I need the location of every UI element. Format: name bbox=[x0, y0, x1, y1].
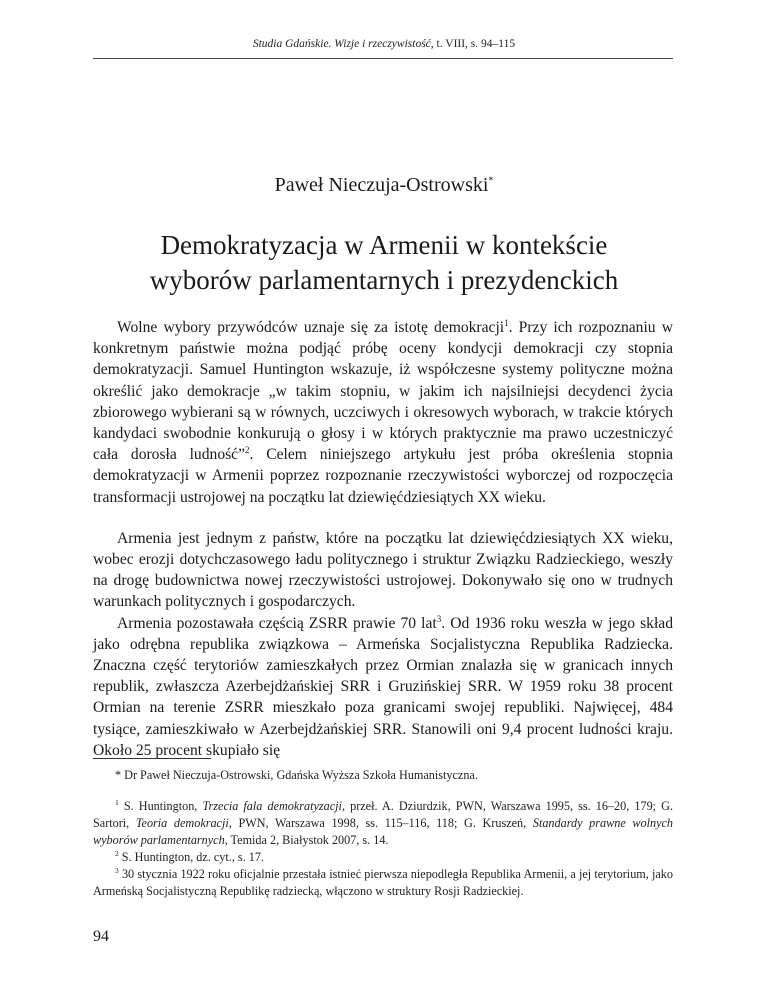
footnote-1-text-c: , PWN, Warszawa 1998, ss. 115–116, 118; G. Kruszeń, bbox=[228, 816, 533, 830]
footnote-3 bbox=[93, 866, 673, 900]
paragraph-1-text-c: . Celem niniejszego artykułu jest próba określenia stopnia demokratyzacji w Armenii poprzez rozpoznanie rzeczywistości wyborczej od rozpoczęcia transformacji ustrojowej na początku lat dziewięćdziesiątych XX wieku. bbox=[93, 446, 673, 506]
footnote-1-book-title-2: Teoria demokracji bbox=[135, 816, 229, 830]
paragraph-3 bbox=[93, 613, 673, 761]
footnotes bbox=[93, 798, 673, 900]
article-title bbox=[100, 228, 668, 298]
paragraph-3-text-b: . Od 1936 roku weszła w jego skład jako odrębna republika związkowa – Armeńska Socjalistyczna Republika Radziecka. Znaczna część terytoriów zamieszkałych przez Ormian znalazła się w granicach innych republik, zwłaszcza Azerbejdżańskiej SRR i Gruzińskiej SRR. W 1959 roku 38 procent Ormian na terenie ZSRR mieszkało poza granicami swojej republiki. Najwięcej, 484 tysiące, zamieszkiwało w Azerbejdżańskiej SRR. Stanowili oni 9,4 procent ludności kraju. Około 25 procent skupiało się bbox=[93, 614, 673, 759]
author-name-text: Paweł Nieczuja-Ostrowski bbox=[274, 174, 489, 196]
footnote-2 bbox=[93, 849, 673, 866]
footnote-ref-1: 1 bbox=[504, 317, 509, 328]
author-footnote bbox=[93, 767, 673, 784]
footnote-2-number: 2 bbox=[115, 848, 119, 858]
footnote-1-text-d: , Temida 2, Białystok 2007, s. 14. bbox=[224, 833, 389, 847]
paragraph-1 bbox=[93, 317, 673, 508]
author-footnote-mark: * bbox=[488, 175, 494, 187]
title-line-1: Demokratyzacja w Armenii w kontekście bbox=[160, 230, 608, 260]
paragraph-2: Armenia jest jednym z państw, które na początku lat dziewięćdziesiątych XX wieku, wobec erozji dotychczasowego ładu politycznego i struktur Związku Radzieckiego, weszły na drogę budownictwa nowej rzeczywistości ustrojowej. Dokonywało się ono w trudnych warunkach politycznych i gospodarczych. bbox=[93, 529, 673, 611]
running-header bbox=[0, 38, 768, 50]
header-rule bbox=[93, 58, 673, 59]
paragraph-3-text-a: Armenia pozostawała częścią ZSRR prawie 70 lat bbox=[117, 614, 437, 632]
article-body bbox=[93, 317, 673, 761]
footnote-ref-3: 3 bbox=[436, 613, 442, 624]
footnote-1-number: 1 bbox=[115, 797, 119, 807]
footnote-3-number: 3 bbox=[115, 865, 119, 875]
footnote-1 bbox=[93, 798, 673, 849]
journal-title: Studia Gdańskie. Wizje i rzeczywistość, bbox=[252, 38, 434, 50]
footnote-2-text: S. Huntington, dz. cyt., s. 17. bbox=[118, 850, 264, 864]
footnote-1-text-b: , przeł. A. Dziurdzik, PWN, Warszawa 1995, ss. 16–20, 179; G. Sartori, bbox=[93, 799, 673, 830]
footnote-1-book-title-1: Trzecia fala demokratyzacji bbox=[202, 799, 342, 813]
footnote-rule bbox=[93, 758, 211, 759]
paragraph-1-text-b: . Przy ich rozpoznaniu w konkretnym państwie można podjąć próbę oceny kondycji demokracji czy stopnia demokratyzacji. Samuel Huntington wskazuje, iż współczesne systemy polityczne można określić jako demokracje „w takim stopniu, w jakim ich najsilniejsi decydenci życia zbiorowego wybierani są w równych, uczciwych i okresowych wyborach, w trakcie których kandydaci swobodnie konkurują o głosy i w których praktycznie ma prawo uczestniczyć cała dorosła ludność” bbox=[93, 319, 673, 464]
footnote-ref-2: 2 bbox=[245, 445, 250, 456]
title-line-2: wyborów parlamentarnych i prezydenckich bbox=[149, 265, 619, 295]
footnote-1-book-title-3: Standardy prawne wolnych wyborów parlamentarnych bbox=[93, 816, 673, 847]
author-affiliation: * Dr Paweł Nieczuja-Ostrowski, Gdańska Wyższa Szkoła Humanistyczna. bbox=[115, 768, 478, 782]
footnote-1-text-a: S. Huntington, bbox=[118, 799, 203, 813]
page-number: 94 bbox=[93, 928, 109, 945]
footnote-3-text: 30 stycznia 1922 roku oficjalnie przestała istnieć pierwsza niepodległa Republika Armenii, a jej terytorium, jako Armeńską Socjalistyczną Republikę radziecką, włączono w struktury Rosji Radzieckiej. bbox=[93, 867, 673, 898]
paragraph-1-text-a: Wolne wybory przywódców uznaje się za istotę demokracji bbox=[117, 319, 505, 336]
volume-pages: t. VIII, s. 94–115 bbox=[436, 38, 516, 50]
author-name bbox=[0, 174, 768, 197]
